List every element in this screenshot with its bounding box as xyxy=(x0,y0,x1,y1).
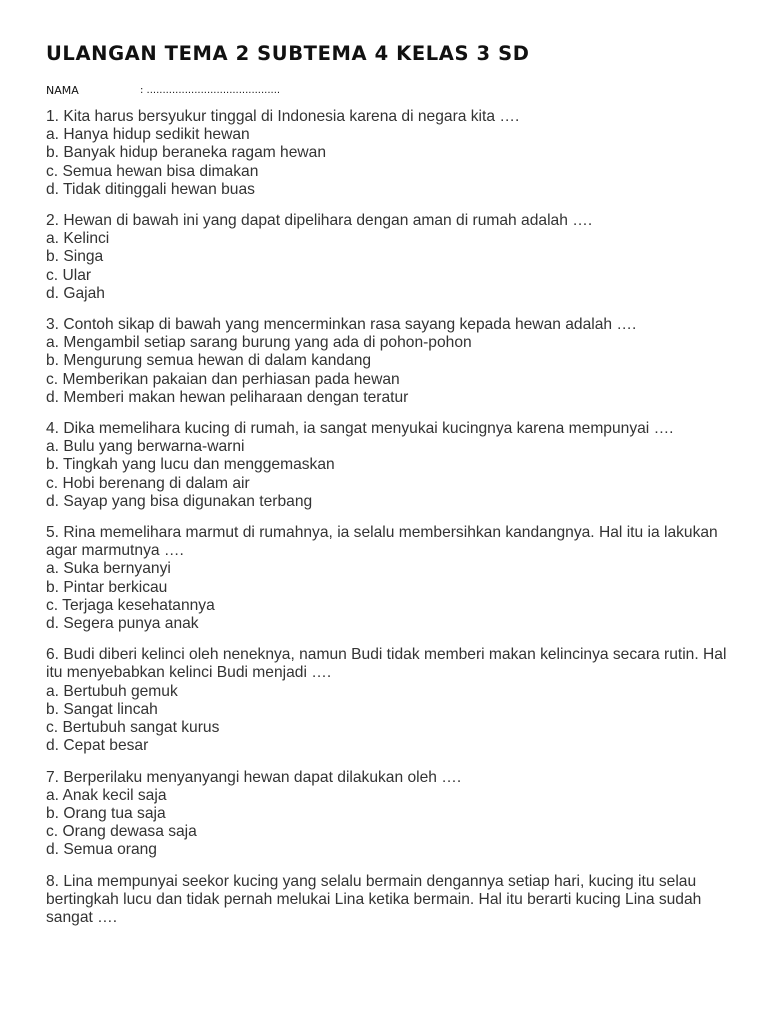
question-8 xyxy=(46,873,736,928)
question-text: 2. Hewan di bawah ini yang dapat dipelihara dengan aman di rumah adalah …. xyxy=(46,212,593,230)
question-5 xyxy=(46,524,736,633)
question-text: 8. Lina mempunyai seekor kucing yang selalu bermain dengannya setiap hari, kucing itu selau bertingkah lucu dan tidak pernah melukai Lina ketika bermain. Hal itu berarti kucing Lina sudah sangat …. xyxy=(46,872,702,926)
question-3 xyxy=(46,316,736,407)
answer-option-b: b. Tingkah yang lucu dan menggemaskan xyxy=(46,456,335,474)
answer-option-c: c. Bertubuh sangat kurus xyxy=(46,719,220,737)
question-7 xyxy=(46,769,736,860)
answer-option-b: b. Mengurung semua hewan di dalam kandang xyxy=(46,352,372,370)
question-text: 5. Rina memelihara marmut di rumahnya, ia selalu membersihkan kandangnya. Hal itu ia lakukan agar marmutnya …. xyxy=(46,524,718,560)
answer-option-a: a. Hanya hidup sedikit hewan xyxy=(46,126,250,144)
answer-option-d: d. Cepat besar xyxy=(46,737,149,755)
page-title: ULANGAN TEMA 2 SUBTEMA 4 KELAS 3 SD xyxy=(46,42,530,65)
answer-option-b: b. Sangat lincah xyxy=(46,700,158,718)
question-list xyxy=(46,108,736,927)
question-6 xyxy=(46,646,736,755)
answer-option-b: b. Banyak hidup beraneka ragam hewan xyxy=(46,144,327,162)
answer-option-c: c. Orang dewasa saja xyxy=(46,823,197,841)
name-label: NAMA xyxy=(46,84,79,97)
question-1 xyxy=(46,108,736,199)
answer-option-c: c. Hobi berenang di dalam air xyxy=(46,474,250,492)
answer-option-a: a. Mengambil setiap sarang burung yang ada di pohon-pohon xyxy=(46,334,472,352)
answer-option-d: d. Gajah xyxy=(46,284,105,302)
answer-option-c: c. Ular xyxy=(46,266,92,284)
answer-option-d: d. Segera punya anak xyxy=(46,615,199,633)
answer-option-d: d. Tidak ditinggali hewan buas xyxy=(46,180,255,198)
question-text: 6. Budi diberi kelinci oleh neneknya, namun Budi tidak memberi makan kelincinya secara rutin. Hal itu menyebabkan kelinci Budi menjadi …. xyxy=(46,646,727,682)
question-text: 7. Berperilaku menyanyangi hewan dapat dilakukan oleh …. xyxy=(46,768,462,786)
answer-option-a: a. Suka bernyanyi xyxy=(46,560,171,578)
name-field xyxy=(46,84,736,98)
answer-option-a: a. Anak kecil saja xyxy=(46,786,167,804)
answer-option-a: a. Bulu yang berwarna-warni xyxy=(46,438,245,456)
answer-option-c: c. Terjaga kesehatannya xyxy=(46,596,215,614)
answer-option-a: a. Kelinci xyxy=(46,230,110,248)
answer-option-d: d. Semua orang xyxy=(46,841,157,859)
question-text: 3. Contoh sikap di bawah yang mencerminkan rasa sayang kepada hewan adalah …. xyxy=(46,316,637,334)
answer-option-a: a. Bertubuh gemuk xyxy=(46,682,178,700)
question-text: 1. Kita harus bersyukur tinggal di Indonesia karena di negara kita …. xyxy=(46,108,520,125)
answer-option-c: c. Semua hewan bisa dimakan xyxy=(46,162,259,180)
question-text: 4. Dika memelihara kucing di rumah, ia sangat menyukai kucingnya karena mempunyai …. xyxy=(46,420,674,438)
answer-option-c: c. Memberikan pakaian dan perhiasan pada hewan xyxy=(46,370,400,388)
answer-option-b: b. Orang tua saja xyxy=(46,804,166,822)
answer-option-b: b. Singa xyxy=(46,248,104,266)
answer-option-b: b. Pintar berkicau xyxy=(46,578,168,596)
name-blank-line: : .......................................... xyxy=(140,85,281,96)
question-4 xyxy=(46,420,736,511)
answer-option-d: d. Memberi makan hewan peliharaan dengan teratur xyxy=(46,388,409,406)
answer-option-d: d. Sayap yang bisa digunakan terbang xyxy=(46,492,313,510)
question-2 xyxy=(46,212,736,303)
worksheet-page xyxy=(46,42,736,940)
